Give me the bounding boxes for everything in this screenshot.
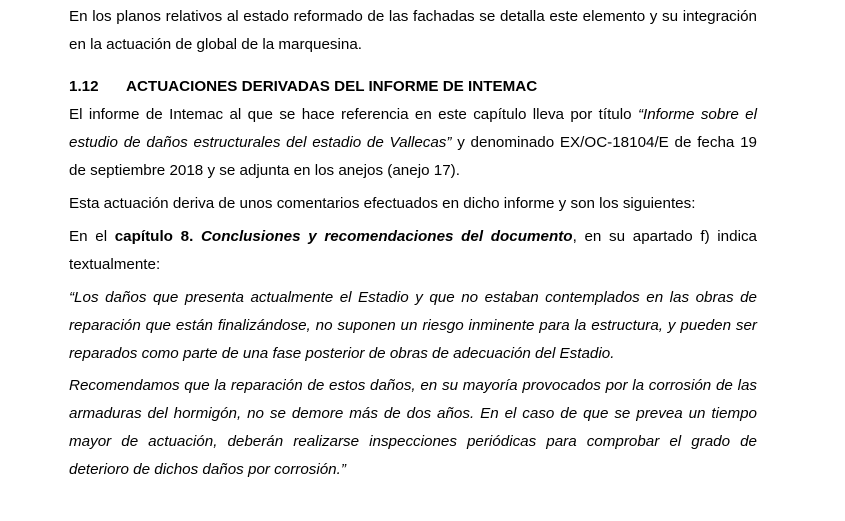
quote-paragraph-2: Recomendamos que la reparación de estos daños, en su mayoría provocados por la corrosión de las armaduras del hormigón, no se demore más de dos años. En el caso de que se prevea un tiempo mayor de actuación, deberán realizarse inspecciones periódicas para comprobar el grado de deterioro de dichos daños por corrosión.” xyxy=(69,377,757,478)
section-title: ACTUACIONES DERIVADAS DEL INFORME DE INTEMAC xyxy=(126,78,538,95)
chapter-lead: En el xyxy=(69,228,115,245)
report-title: “Informe sobre el estudio de daños estructurales del estadio de Vallecas” xyxy=(69,106,758,151)
report-reference-tail: y denominado EX/OC-18104/E de fecha 19 de septiembre 2018 y se adjunta en los anejos (anejo 17). xyxy=(69,134,757,179)
quote-paragraph-1: “Los daños que presenta actualmente el Estadio y que no estaban contemplados en las obras de reparación que están finalizándose, no suponen un riesgo inminente para la estructura, y pueden ser reparados como parte de una fase posterior de obras de adecuación del Estadio. xyxy=(69,289,757,362)
report-reference-lead: El informe de Intemac al que se hace referencia en este capítulo lleva por título xyxy=(69,106,638,123)
section-heading xyxy=(69,73,757,101)
intro-paragraph: En los planos relativos al estado reformado de las fachadas se detalla este elemento y su integración en la actuación de global de la marquesina. xyxy=(69,8,757,53)
document-page xyxy=(69,0,757,484)
derivation-paragraph: Esta actuación deriva de unos comentarios efectuados en dicho informe y son los siguientes: xyxy=(69,195,696,212)
section-number: 1.12 xyxy=(69,78,99,95)
report-reference-paragraph xyxy=(69,101,757,185)
chapter-label: capítulo 8 xyxy=(114,228,190,245)
chapter-separator: . xyxy=(189,228,201,245)
chapter-tail: , en su apartado f) indica textualmente: xyxy=(69,228,757,273)
conclusions-title: Conclusiones y recomendaciones del documento xyxy=(200,228,573,245)
chapter-paragraph xyxy=(69,223,757,279)
